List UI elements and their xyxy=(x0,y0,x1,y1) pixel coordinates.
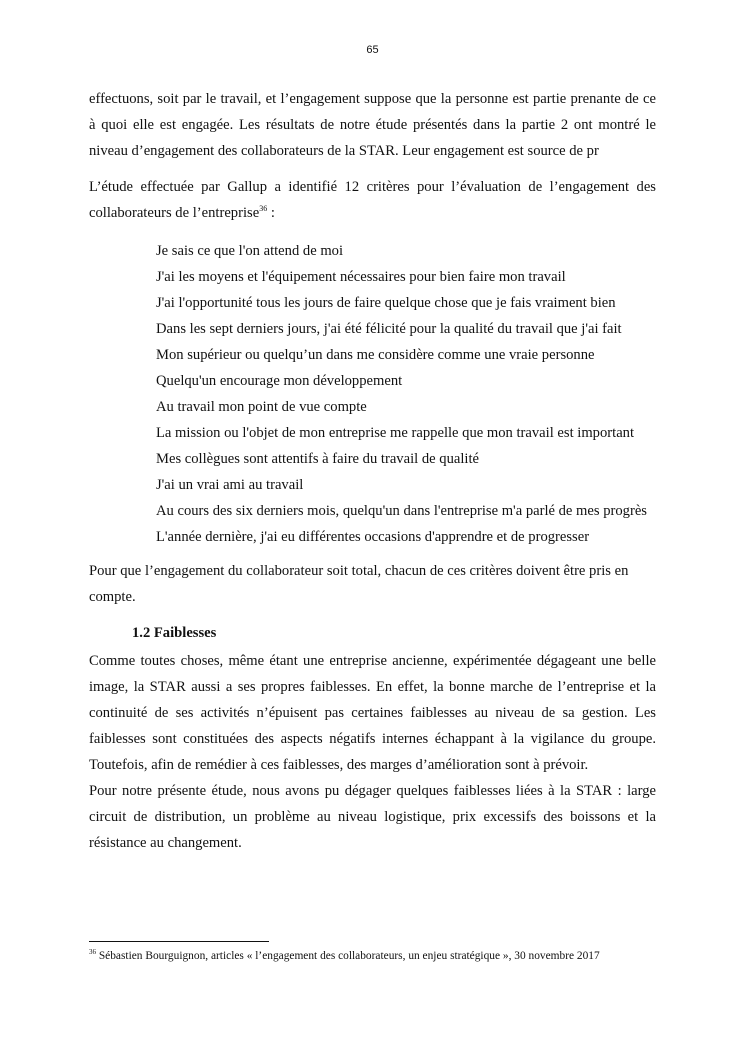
criteria-item: La mission ou l'objet de mon entreprise me rappelle que mon travail est important xyxy=(156,425,635,441)
footnote-separator xyxy=(89,941,269,942)
footnote xyxy=(89,948,689,964)
criteria-item: L'année dernière, j'ai eu différentes occasions d'apprendre et de progresser xyxy=(156,529,590,545)
criteria-item: Dans les sept derniers jours, j'ai été félicité pour la qualité du travail que j'ai fait xyxy=(156,321,622,337)
criteria-item: J'ai les moyens et l'équipement nécessaires pour bien faire mon travail xyxy=(156,269,566,285)
criteria-item: J'ai un vrai ami au travail xyxy=(156,477,304,493)
criteria-item: Au travail mon point de vue compte xyxy=(156,399,367,415)
page-body xyxy=(89,86,656,856)
footnote-reference[interactable]: 36 xyxy=(259,204,268,214)
criteria-item: J'ai l'opportunité tous les jours de faire quelque chose que je fais vraiment bien xyxy=(156,295,616,311)
criteria-item: Au cours des six derniers mois, quelqu'un dans l'entreprise m'a parlé de mes progrès xyxy=(156,503,647,519)
gallup-criteria-list xyxy=(89,238,656,550)
criteria-item: Mon supérieur ou quelqu’un dans me considère comme une vraie personne xyxy=(156,347,595,363)
footnote-text: Sébastien Bourguignon, articles « l’engagement des collaborateurs, un enjeu stratégique », 30 novembre 2017 xyxy=(96,950,600,962)
paragraph-gallup-study xyxy=(89,174,656,226)
criteria-item: Mes collègues sont attentifs à faire du travail de qualité xyxy=(156,451,479,467)
paragraph-criteria-conclusion: Pour que l’engagement du collaborateur soit total, chacun de ces critères doivent être pris en compte. xyxy=(89,563,629,605)
paragraph-gallup-colon: : xyxy=(267,205,275,221)
criteria-item: Je sais ce que l'on attend de moi xyxy=(156,243,344,259)
section-heading: 1.2 Faiblesses xyxy=(132,625,217,641)
footnote-number: 36 xyxy=(89,948,96,957)
paragraph-weaknesses: Comme toutes choses, même étant une entreprise ancienne, expérimentée dégageant une belle image, la STAR aussi a ses propres faiblesses. En effet, la bonne marche de l’entreprise et la continuité de ses activités n’épuisent pas certaines faiblesses au niveau de sa gestion. Les faiblesses sont constituées des aspects négatifs internes échappant à la vigilance du groupe. Toutefois, afin de remédier à ces faiblesses, des marges d’amélioration sont à prévoir. xyxy=(89,653,656,773)
paragraph-engagement-intro: effectuons, soit par le travail, et l’engagement suppose que la personne est partie prenante de ce à quoi elle est engagée. Les résultats de notre étude présentés dans la partie 2 ont montré le niveau d’engagement des collaborateurs de la STAR. Leur engagement est source de pr xyxy=(89,91,656,159)
paragraph-gallup-text: L’étude effectuée par Gallup a identifié 12 critères pour l’évaluation de l’engagement des collaborateurs de l’entreprise xyxy=(89,179,656,221)
paragraph-weaknesses-list: Pour notre présente étude, nous avons pu dégager quelques faiblesses liées à la STAR : large circuit de distribution, un problème au niveau logistique, prix excessifs des boissons et la résistance au changement. xyxy=(89,783,656,851)
page-number: 65 xyxy=(366,44,379,56)
criteria-item: Quelqu'un encourage mon développement xyxy=(156,373,403,389)
